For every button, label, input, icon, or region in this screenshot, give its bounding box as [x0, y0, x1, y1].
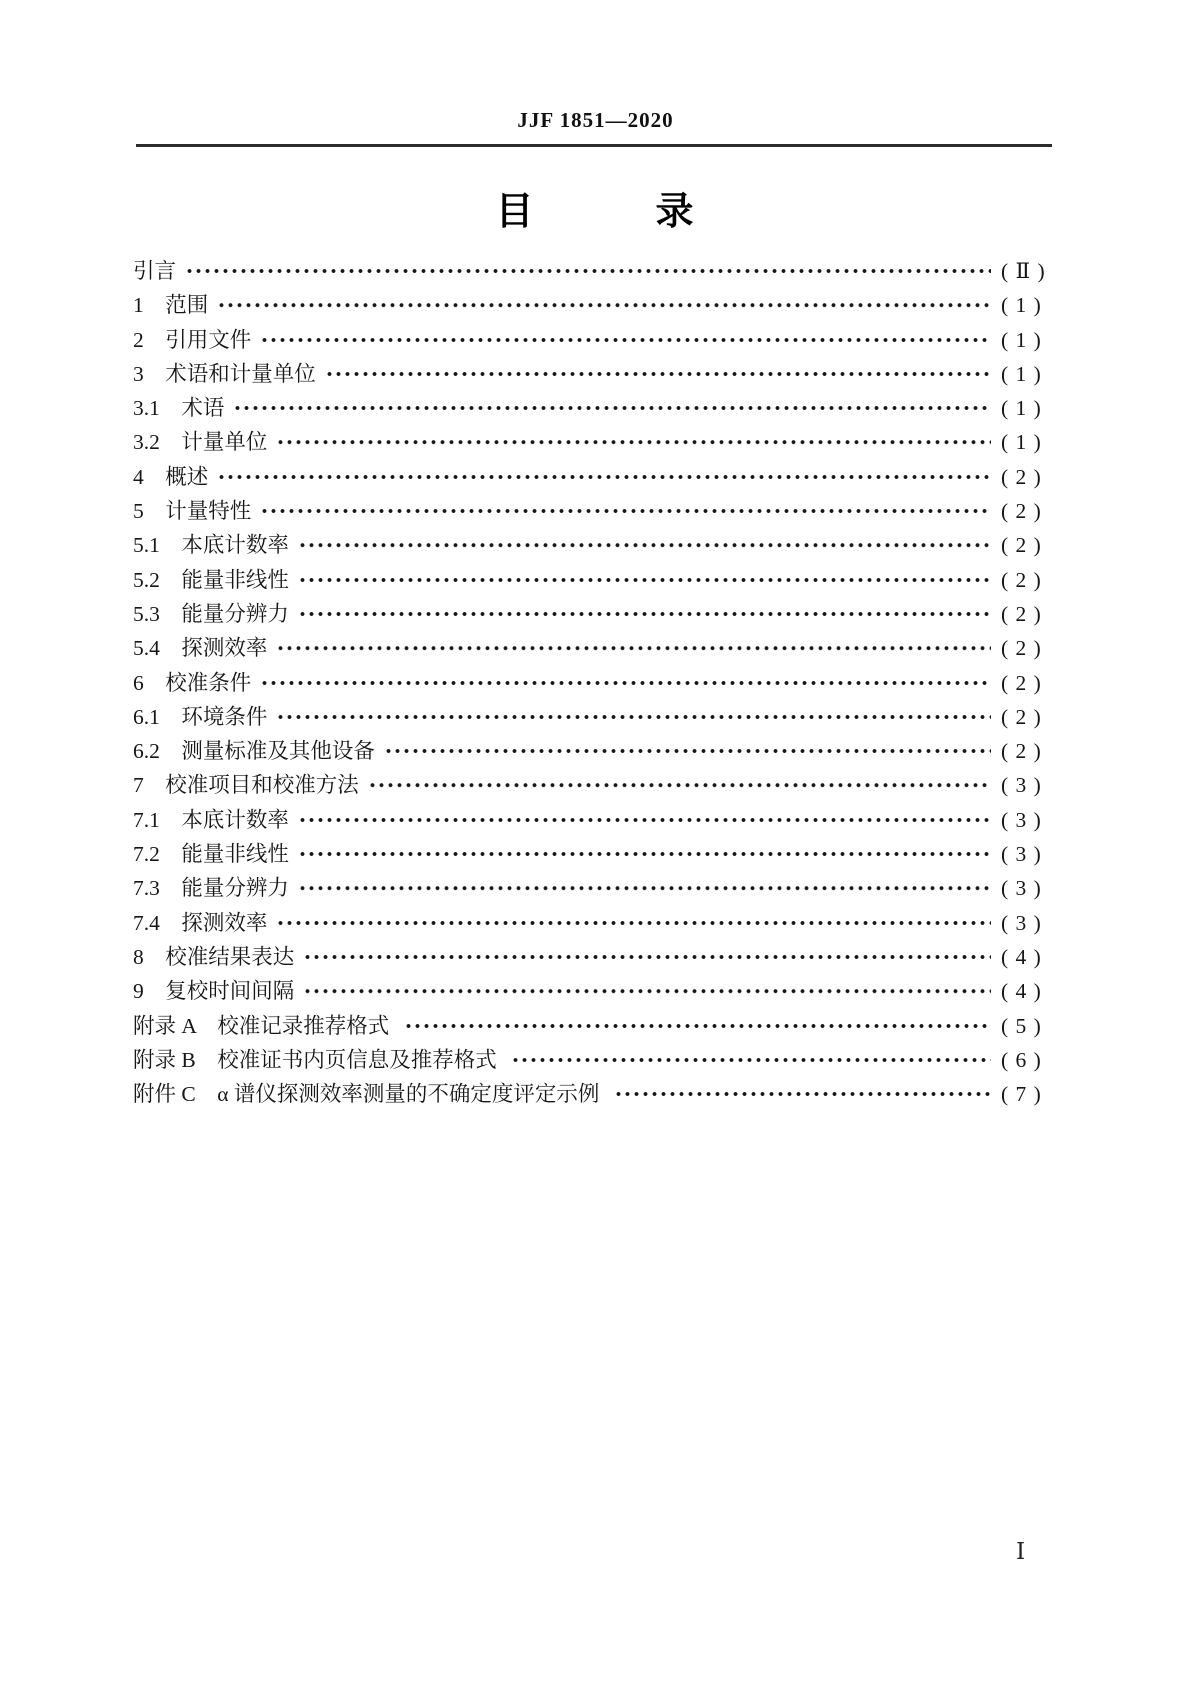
toc-entry-label: 7.2 能量非线性	[133, 842, 289, 867]
toc-entry	[133, 700, 1053, 734]
toc-dot-leader	[384, 734, 991, 768]
toc-entry-label: 6 校准条件	[133, 670, 252, 695]
toc-entry	[133, 974, 1053, 1008]
toc-dot-leader	[276, 700, 991, 734]
toc-entry-page: ( 4 )	[1001, 979, 1042, 1004]
header-rule	[136, 144, 1052, 147]
toc-entry	[133, 666, 1053, 700]
toc-entry-label: 3.2 计量单位	[133, 430, 268, 455]
toc-entry-label: 附录 B 校准证书内页信息及推荐格式	[133, 1047, 503, 1072]
toc-dot-leader	[298, 871, 991, 905]
toc-dot-leader	[298, 597, 991, 631]
toc-entry-page: ( 3 )	[1001, 876, 1042, 901]
toc-entry	[133, 1043, 1053, 1077]
toc-entry-page: ( 5 )	[1001, 1013, 1042, 1038]
toc-entry-label: 2 引用文件	[133, 327, 252, 352]
toc-entry-page: ( 2 )	[1001, 567, 1042, 592]
toc-entry-page: ( 3 )	[1001, 773, 1042, 798]
toc-entry-page: ( 3 )	[1001, 910, 1042, 935]
toc-entry-page: ( 2 )	[1001, 636, 1042, 661]
toc-dot-leader	[298, 803, 991, 837]
toc-entry-label: 7.3 能量分辨力	[133, 876, 289, 901]
toc-entry-page: ( 1 )	[1001, 327, 1042, 352]
toc-dot-leader	[298, 563, 991, 597]
toc-entry	[133, 391, 1053, 425]
toc-entry	[133, 768, 1053, 802]
toc-entry-page: ( 1 )	[1001, 361, 1042, 386]
toc-entry	[133, 1009, 1053, 1043]
toc-entry-label: 7.1 本底计数率	[133, 807, 289, 832]
toc-entry	[133, 254, 1053, 288]
toc-entry	[133, 425, 1053, 459]
toc-entry-page: ( 2 )	[1001, 739, 1042, 764]
toc-entry	[133, 323, 1053, 357]
toc-entry	[133, 1077, 1053, 1111]
toc-entry-label: 3.1 术语	[133, 396, 225, 421]
toc-entry	[133, 803, 1053, 837]
toc-entry-label: 1 范围	[133, 293, 209, 318]
toc-entry	[133, 563, 1053, 597]
toc-entry	[133, 940, 1053, 974]
toc-dot-leader	[325, 357, 991, 391]
footer-page-number: Ⅰ	[1016, 1539, 1026, 1565]
toc-dot-leader	[298, 528, 991, 562]
toc-entry	[133, 494, 1053, 528]
toc-entry	[133, 906, 1053, 940]
toc-entry-page: ( 1 )	[1001, 396, 1042, 421]
toc-dot-leader	[511, 1043, 991, 1077]
toc-entry-label: 5 计量特性	[133, 499, 252, 524]
toc-entry-label: 附录 A 校准记录推荐格式	[133, 1013, 395, 1038]
toc-entry-label: 附件 C α 谱仪探测效率测量的不确定度评定示例	[133, 1082, 605, 1107]
toc-entry-page: ( 2 )	[1001, 499, 1042, 524]
toc-list	[133, 254, 1053, 1111]
toc-dot-leader	[614, 1077, 991, 1111]
toc-dot-leader	[260, 494, 991, 528]
toc-entry	[133, 597, 1053, 631]
toc-entry-page: ( 4 )	[1001, 944, 1042, 969]
toc-entry-page: ( 2 )	[1001, 670, 1042, 695]
toc-dot-leader	[404, 1009, 991, 1043]
toc-entry	[133, 837, 1053, 871]
toc-dot-leader	[276, 425, 991, 459]
toc-entry	[133, 460, 1053, 494]
toc-entry-label: 8 校准结果表达	[133, 944, 295, 969]
toc-entry	[133, 871, 1053, 905]
toc-entry-label: 引言	[133, 259, 177, 283]
toc-entry-label: 4 概述	[133, 464, 209, 489]
toc-dot-leader	[217, 288, 991, 322]
toc-entry	[133, 528, 1053, 562]
toc-entry-label: 6.2 测量标准及其他设备	[133, 739, 375, 764]
toc-entry-label: 3 术语和计量单位	[133, 361, 316, 386]
toc-entry-page: ( Ⅱ )	[1001, 259, 1046, 283]
toc-entry-page: ( 7 )	[1001, 1082, 1042, 1107]
toc-entry-page: ( 1 )	[1001, 430, 1042, 455]
toc-entry	[133, 357, 1053, 391]
toc-entry-label: 7.4 探测效率	[133, 910, 268, 935]
toc-entry-page: ( 3 )	[1001, 807, 1042, 832]
toc-entry-label: 6.1 环境条件	[133, 704, 268, 729]
toc-entry-page: ( 2 )	[1001, 704, 1042, 729]
toc-entry	[133, 734, 1053, 768]
toc-entry	[133, 631, 1053, 665]
toc-entry-label: 5.1 本底计数率	[133, 533, 289, 558]
doc-code-header: JJF 1851—2020	[517, 108, 674, 132]
toc-dot-leader	[276, 631, 991, 665]
toc-dot-leader	[298, 837, 991, 871]
toc-dot-leader	[260, 666, 991, 700]
toc-title: 目 录	[495, 191, 696, 233]
toc-entry	[133, 288, 1053, 322]
toc-dot-leader	[276, 906, 991, 940]
toc-entry-page: ( 6 )	[1001, 1047, 1042, 1072]
toc-entry-label: 5.4 探测效率	[133, 636, 268, 661]
toc-entry-page: ( 2 )	[1001, 601, 1042, 626]
toc-dot-leader	[303, 974, 991, 1008]
toc-entry-label: 7 校准项目和校准方法	[133, 773, 359, 798]
toc-dot-leader	[217, 460, 991, 494]
toc-dot-leader	[185, 254, 991, 288]
toc-entry-page: ( 2 )	[1001, 533, 1042, 558]
toc-dot-leader	[260, 323, 991, 357]
toc-entry-page: ( 1 )	[1001, 293, 1042, 318]
toc-entry-page: ( 3 )	[1001, 842, 1042, 867]
toc-dot-leader	[303, 940, 991, 974]
toc-entry-page: ( 2 )	[1001, 464, 1042, 489]
toc-entry-label: 5.2 能量非线性	[133, 567, 289, 592]
toc-dot-leader	[233, 391, 991, 425]
toc-dot-leader	[368, 768, 991, 802]
toc-entry-label: 5.3 能量分辨力	[133, 601, 289, 626]
toc-entry-label: 9 复校时间间隔	[133, 979, 295, 1004]
